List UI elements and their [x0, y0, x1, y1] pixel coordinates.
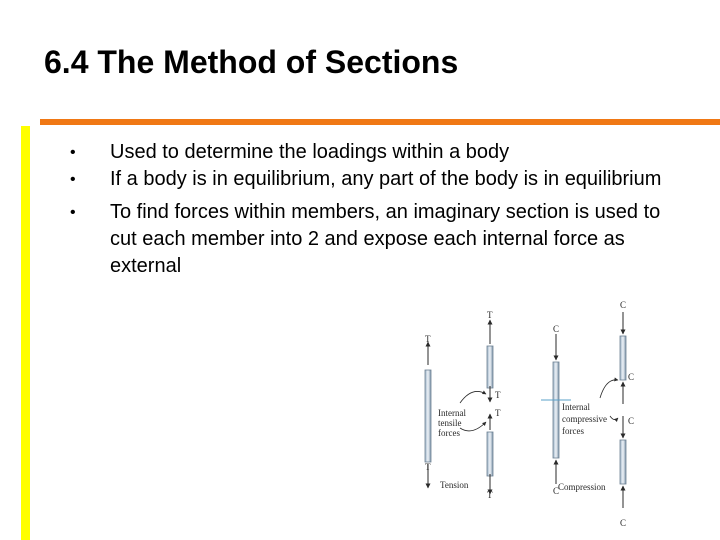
bullet-marker: •	[70, 204, 76, 221]
bullet-marker: •	[70, 144, 76, 161]
tension-bottom-symbol: T	[425, 462, 431, 472]
compression-sec-mid-symbol-1: C	[628, 372, 635, 382]
title-underline	[40, 119, 720, 125]
compression-internal-label-3: forces	[562, 426, 584, 436]
bullet-text: To find forces within members, an imaginary section is used to cut each member into 2 and expose each internal force as external	[110, 201, 661, 277]
bullet-text: If a body is in equilibrium, any part of the body is in equilibrium	[110, 168, 662, 190]
compression-internal-label-2: compressive	[562, 414, 607, 424]
tension-internal-label-1: Internal	[438, 408, 466, 418]
tension-sec-top-symbol: T	[487, 310, 493, 320]
bullet-list	[70, 139, 690, 280]
compression-caption: Compression	[558, 482, 606, 492]
bullet-item	[70, 199, 690, 280]
compression-top-symbol: C	[553, 324, 560, 334]
tension-top-symbol: T	[425, 334, 431, 344]
compression-internal-label-1: Internal	[562, 402, 590, 412]
bullet-item	[70, 139, 690, 166]
bullet-text: Used to determine the loadings within a body	[110, 141, 510, 163]
tension-sectioned-member	[460, 310, 501, 500]
compression-bottom-symbol: C	[553, 486, 560, 496]
tension-internal-label-3: forces	[438, 428, 460, 438]
slide-title: 6.4 The Method of Sections	[44, 44, 459, 80]
tension-internal-label-2: tensile	[438, 418, 462, 428]
bullet-item	[70, 166, 690, 193]
compression-sec-bottom-symbol: C	[620, 518, 627, 528]
tension-sec-mid-symbol-1: T	[495, 390, 501, 400]
tension-sec-mid-symbol-2: T	[495, 408, 501, 418]
left-accent-bar	[21, 126, 30, 540]
tension-sec-bottom-symbol: T	[487, 490, 493, 500]
compression-sec-top-symbol: C	[620, 300, 627, 310]
truss-member-figure	[410, 298, 650, 534]
tension-caption: Tension	[440, 480, 469, 490]
bullet-marker: •	[70, 171, 76, 188]
compression-sec-mid-symbol-2: C	[628, 416, 635, 426]
tension-member	[425, 334, 431, 488]
